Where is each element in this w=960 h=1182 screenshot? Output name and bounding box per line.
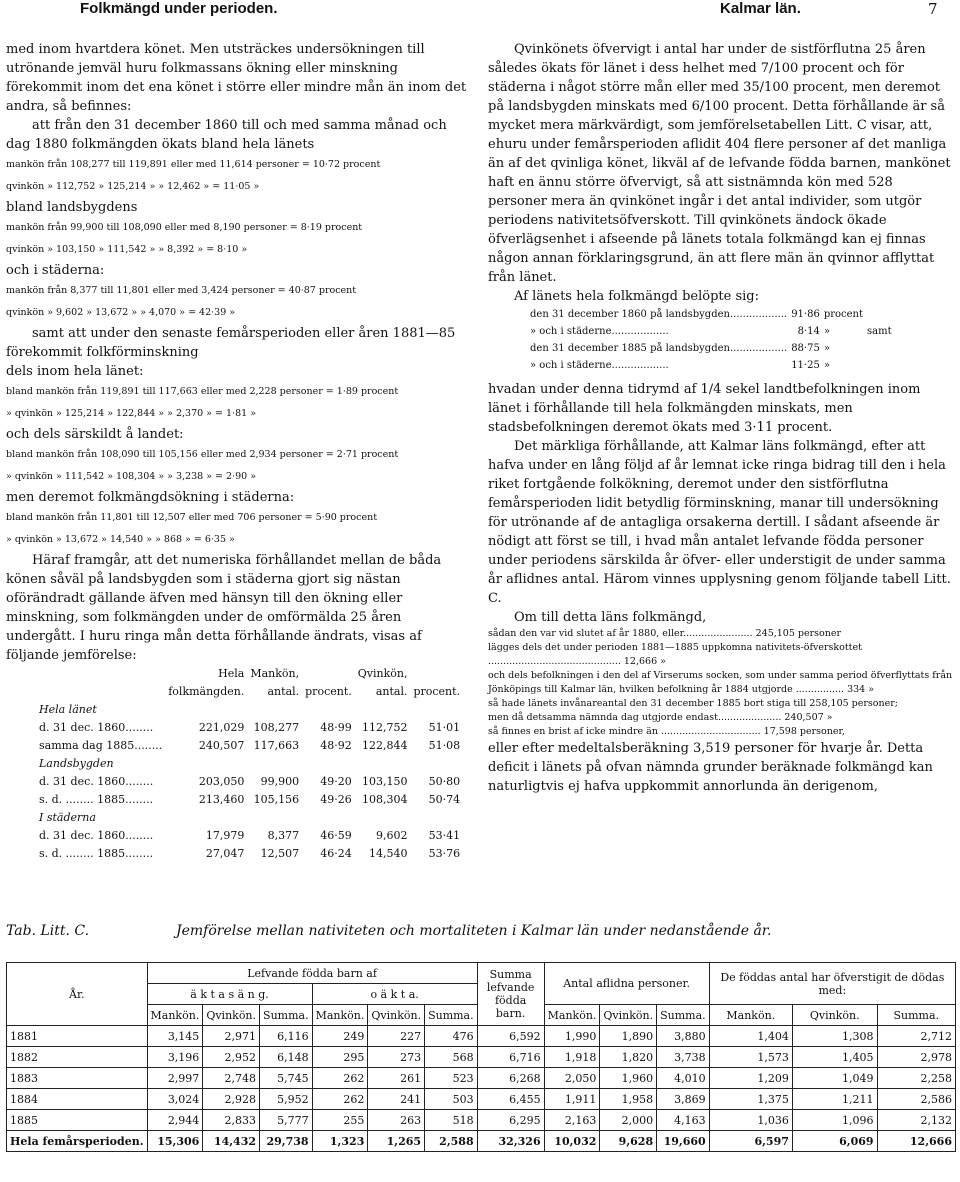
table-cell: samt [867, 326, 892, 337]
stat-line: mankön från 99,900 till 108,090 eller med 8,190 personer = 8·19 procent [6, 222, 363, 233]
header-born: Lefvande födda barn af [147, 963, 477, 984]
table-cell: 518 [425, 1110, 478, 1131]
table-cell: 3,738 [657, 1047, 710, 1068]
table-cell: 1,323 [312, 1131, 368, 1152]
table-cell: procent [823, 309, 864, 320]
subheader-cell: Qvinkön. [368, 1005, 425, 1026]
header-sum: Summa lefvande födda barn. [477, 963, 544, 1026]
table-cell: 1,404 [709, 1026, 792, 1047]
header-cell [302, 665, 355, 683]
table-cell: 503 [425, 1089, 478, 1110]
table-cell: 14,432 [203, 1131, 260, 1152]
right-column [488, 40, 954, 796]
table-row [36, 719, 463, 737]
table-cell: d. 31 dec. 1860........ [39, 829, 154, 842]
group-label: I städerna [39, 811, 96, 824]
table-row [36, 773, 463, 791]
table-cell: 5,952 [260, 1089, 313, 1110]
header-row [36, 665, 463, 683]
table-cell: 29,738 [260, 1131, 313, 1152]
table-row [7, 1026, 956, 1047]
table-cell: d. 31 dec. 1860........ [39, 721, 154, 734]
table-cell: 1,265 [368, 1131, 425, 1152]
table-cell: 19,660 [657, 1131, 710, 1152]
table-cell: 46·24 [320, 847, 352, 860]
table-row [7, 1110, 956, 1131]
table-cell: » och i städerne.................. [530, 326, 669, 337]
subheader-cell: Qvinkön. [203, 1005, 260, 1026]
paragraph: Det märkliga förhållande, att Kalmar läns folkmängd, efter att hafva under en lång följd af år lemnat icke ringa bidrag till den i hela riket fortgående folkökning, deremot under den sistförflutna femårsperioden lidit betydlig förminskning, manar till undersökning för utrönande af de antagliga orsakerna dertill. I sådant afseende är nödigt att först se till, i hvad mån antalet lefvande födda personer under periodens särskilda år öfver- eller understigit de under samma år aflidnes antal. Härom vinnes upplysning genom följande tabell Litt. C. [488, 439, 951, 606]
table-cell: 523 [425, 1068, 478, 1089]
table-cell: 6,716 [477, 1047, 544, 1068]
table-row [36, 737, 463, 755]
header-oakta: o ä k t a. [312, 984, 477, 1005]
table-cell: 9,628 [600, 1131, 657, 1152]
table-cell: 1,960 [600, 1068, 657, 1089]
table-cell: 1,308 [792, 1026, 877, 1047]
calc-line: lägges dels det under perioden 1881—1885 uppkomna nativitets-öfverskottet ............................................ 12,666 » [488, 642, 862, 667]
table-cell: 53·41 [428, 829, 461, 842]
table-cell: den 31 december 1860 på landsbygden.................. [530, 309, 788, 320]
table-cell: 1881 [7, 1026, 148, 1047]
table-cell [865, 306, 894, 323]
subheader-cell: Qvinkön. [792, 1005, 877, 1026]
group-row [36, 809, 463, 827]
paragraph: men deremot folkmängdsökning i städerna: [6, 490, 295, 505]
table-cell: 6,597 [709, 1131, 792, 1152]
table-cell: 2,258 [877, 1068, 955, 1089]
table-cell: 261 [368, 1068, 425, 1089]
table-cell [865, 340, 894, 357]
table-cell: 88·75 [791, 343, 820, 354]
table-row [7, 1068, 956, 1089]
header-cell: Qvinkön, [357, 667, 408, 680]
table-cell: 2,000 [600, 1110, 657, 1131]
table-cell [865, 357, 894, 374]
table-cell: 1,405 [792, 1047, 877, 1068]
header-cell: antal. [375, 685, 408, 698]
table-title: Jemförelse mellan nativiteten och mortaliteten i Kalmar län under nedanstående år. [176, 923, 772, 939]
table-row [36, 845, 463, 863]
table-cell: 49·20 [320, 775, 352, 788]
table-cell: 32,326 [477, 1131, 544, 1152]
stat-line: bland mankön från 119,891 till 117,663 eller med 2,228 personer = 1·89 procent [6, 386, 399, 397]
header-cell: procent. [413, 685, 461, 698]
subheader-cell: Mankön. [544, 1005, 600, 1026]
header-cell [36, 683, 165, 701]
table-cell: 5,777 [260, 1110, 313, 1131]
subheader-cell: Mankön. [312, 1005, 368, 1026]
paragraph: eller efter medeltalsberäkning 3,519 personer för hvarje år. Detta deficit i länets på ofvan nämnda grunder beräknade folkmängd kan naturligtvis ej hafva uppkommit annorlunda än derigenom, [488, 741, 933, 794]
table-row [528, 323, 894, 340]
table-cell: Hela femårsperioden. [7, 1131, 148, 1152]
group-label: Hela länet [39, 703, 97, 716]
group-row [36, 701, 463, 719]
paragraph: bland landsbygdens [6, 200, 138, 215]
table-cell: 50·80 [428, 775, 461, 788]
stat-line: qvinkön » 112,752 » 125,214 » » 12,462 » = 11·05 » [6, 181, 260, 192]
table-cell: 12,666 [877, 1131, 955, 1152]
table-cell: 8,377 [267, 829, 300, 842]
table-cell: 6,116 [260, 1026, 313, 1047]
table-cell: 1,211 [792, 1089, 877, 1110]
table-cell: 8·14 [797, 326, 820, 337]
table-cell: 1,209 [709, 1068, 792, 1089]
table-cell: 2,586 [877, 1089, 955, 1110]
group-row [36, 755, 463, 773]
subheader-cell: Qvinkön. [600, 1005, 657, 1026]
table-row [7, 1047, 956, 1068]
table-cell: 11·25 [791, 360, 820, 371]
table-cell: 263 [368, 1110, 425, 1131]
table-cell: 213,460 [198, 793, 245, 806]
county-title: Kalmar län. [720, 0, 801, 17]
table-cell: 6,592 [477, 1026, 544, 1047]
table-cell: 2,163 [544, 1110, 600, 1131]
table-cell: 2,997 [147, 1068, 203, 1089]
table-cell: 1,890 [600, 1026, 657, 1047]
table-cell: 1,911 [544, 1089, 600, 1110]
table-cell: 568 [425, 1047, 478, 1068]
paragraph: Af länets hela folkmängd belöpte sig: [514, 289, 760, 304]
table-cell: 50·74 [428, 793, 461, 806]
table-cell: 262 [312, 1089, 368, 1110]
subheader-cell: Summa. [425, 1005, 478, 1026]
table-cell: 105,156 [253, 793, 300, 806]
table-cell: 1884 [7, 1089, 148, 1110]
paragraph: att från den 31 december 1860 till och med samma månad och dag 1880 folkmängden ökats bland hela länets [6, 118, 447, 152]
table-row [528, 306, 894, 323]
table-cell: 4,010 [657, 1068, 710, 1089]
table-label: Tab. Litt. C. [6, 923, 90, 939]
table-cell: 2,132 [877, 1110, 955, 1131]
table-cell: 15,306 [147, 1131, 203, 1152]
table-cell: 2,971 [203, 1026, 260, 1047]
table-cell: 249 [312, 1026, 368, 1047]
table-cell: 103,150 [361, 775, 408, 788]
table-cell: » [823, 360, 830, 371]
table-cell: 6,268 [477, 1068, 544, 1089]
paragraph: med inom hvartdera könet. Men utsträckes undersökningen till utrönande jemväl huru folkmassans ökning eller minskning förekommit inom det ena könet i större eller mindre mån än inom det andra, så befinnes: [6, 42, 467, 114]
paragraph: och i städerna: [6, 263, 105, 278]
subheader-cell: Mankön. [709, 1005, 792, 1026]
table-cell: 203,050 [198, 775, 245, 788]
table-cell: 112,752 [361, 721, 408, 734]
calc-line: sådan den var vid slutet af år 1880, eller....................... 245,105 personer [488, 628, 842, 639]
paragraph: och dels särskildt å landet: [6, 427, 184, 442]
paragraph: samt att under den senaste femårsperioden eller åren 1881—85 förekommit folkförminskning [6, 326, 456, 360]
table-cell: 1882 [7, 1047, 148, 1068]
table-cell: 227 [368, 1026, 425, 1047]
table-cell: 476 [425, 1026, 478, 1047]
stat-line: qvinkön » 9,602 » 13,672 » » 4,070 » = 42·39 » [6, 307, 236, 318]
paragraph: hvadan under denna tidrymd af 1/4 sekel landtbefolkningen inom länet i förhållande till hela folkmängden minskats, men stadsbefolkningen deremot ökats med 3·11 procent. [488, 382, 921, 435]
calc-line: så hade länets invånareantal den 31 december 1885 bort stiga till 258,105 personer; [488, 698, 898, 709]
birth-death-table [6, 962, 956, 1152]
subheader-cell: Summa. [657, 1005, 710, 1026]
stat-line: » qvinkön » 111,542 » 108,304 » » 3,238 » = 2·90 » [6, 471, 257, 482]
table-cell: 2,833 [203, 1110, 260, 1131]
left-column [6, 40, 468, 863]
table-cell: 14,540 [368, 847, 408, 860]
table-cell: 108,277 [253, 721, 300, 734]
table-cell: 295 [312, 1047, 368, 1068]
table-cell: » [823, 343, 830, 354]
header-cell: Mankön, [250, 667, 300, 680]
table-cell: 1,918 [544, 1047, 600, 1068]
page-header [0, 0, 960, 20]
stat-line: » qvinkön » 125,214 » 122,844 » » 2,370 » = 1·81 » [6, 408, 257, 419]
comparison-table [36, 665, 463, 863]
header-over: De föddas antal har öfverstigit de dödas med: [709, 963, 955, 1005]
header-cell [36, 665, 165, 683]
table-cell: 51·08 [428, 739, 461, 752]
table-cell: 2,944 [147, 1110, 203, 1131]
table-cell: 3,024 [147, 1089, 203, 1110]
table-cell: 91·86 [791, 309, 820, 320]
table-cell: 9,602 [375, 829, 408, 842]
table-cell: 240,507 [198, 739, 245, 752]
paragraph: Häraf framgår, att det numeriska förhållandet mellan de båda könen såväl på landsbygden som i städerna gjort sig nästan oförändradt gällande äfven med hänsyn till den ökning eller minskning, som folkmängden under de omförmälda 25 åren undergått. I huru ringa mån detta förhållande ändrats, visas af följande jemförelse: [6, 553, 442, 663]
paragraph: dels inom hela länet: [6, 364, 144, 379]
table-cell: 1,049 [792, 1068, 877, 1089]
header-dead: Antal aflidna personer. [544, 963, 709, 1005]
subheader-cell: Summa. [260, 1005, 313, 1026]
table-cell: » och i städerne.................. [530, 360, 669, 371]
table-row [36, 827, 463, 845]
table-cell: 262 [312, 1068, 368, 1089]
table-cell: 2,588 [425, 1131, 478, 1152]
table-cell: » [823, 326, 830, 337]
header-row [36, 683, 463, 701]
page-number: 7 [928, 0, 938, 18]
table-cell: 1,036 [709, 1110, 792, 1131]
share-table [528, 306, 894, 374]
stat-line: bland mankön från 11,801 till 12,507 eller med 706 personer = 5·90 procent [6, 512, 378, 523]
table-cell: 2,050 [544, 1068, 600, 1089]
table-row [528, 340, 894, 357]
table-cell: 3,869 [657, 1089, 710, 1110]
table-cell: 255 [312, 1110, 368, 1131]
table-cell: 1,375 [709, 1089, 792, 1110]
table-cell: 273 [368, 1047, 425, 1068]
table-cell: 2,748 [203, 1068, 260, 1089]
table-cell: 2,952 [203, 1047, 260, 1068]
table-cell: 6,148 [260, 1047, 313, 1068]
table-cell: 2,928 [203, 1089, 260, 1110]
header-cell: folkmängden. [168, 685, 245, 698]
table-cell: 6,069 [792, 1131, 877, 1152]
table-cell: 10,032 [544, 1131, 600, 1152]
table-cell: 108,304 [361, 793, 408, 806]
calc-line: och dels befolkningen i den del af Virserums socken, som under samma period öfverflyttats från Jönköpings till Kalmar län, hvilken befolkning år 1884 utgjorde ................ 334 » [488, 670, 953, 695]
table-row [7, 1089, 956, 1110]
table-cell: 2,978 [877, 1047, 955, 1068]
header-year: År. [7, 963, 148, 1026]
table-cell: 53·76 [428, 847, 461, 860]
table-cell: 3,196 [147, 1047, 203, 1068]
table-cell: 49·26 [320, 793, 352, 806]
running-title: Folkmängd under perioden. [80, 0, 278, 17]
header-cell: procent. [305, 685, 352, 698]
header-cell: Hela [218, 667, 245, 680]
table-row [36, 791, 463, 809]
table-cell: 5,745 [260, 1068, 313, 1089]
table-cell: 6,455 [477, 1089, 544, 1110]
table-cell: 99,900 [260, 775, 300, 788]
table-cell: 48·92 [320, 739, 352, 752]
table-row [528, 357, 894, 374]
table-cell: 48·99 [320, 721, 352, 734]
table-cell: 3,880 [657, 1026, 710, 1047]
table-cell: 1883 [7, 1068, 148, 1089]
table-cell: 27,047 [205, 847, 245, 860]
stat-line: mankön från 108,277 till 119,891 eller med 11,614 personer = 10·72 procent [6, 159, 381, 170]
stat-line: qvinkön » 103,150 » 111,542 » » 8,392 » = 8·10 » [6, 244, 248, 255]
stat-line: bland mankön från 108,090 till 105,156 eller med 2,934 personer = 2·71 procent [6, 449, 399, 460]
calc-line: så finnes en brist af icke mindre än ................................. 17,598 personer, [488, 726, 846, 737]
table-cell: 17,979 [205, 829, 245, 842]
paragraph: Qvinkönets öfvervigt i antal har under de sistförflutna 25 åren således ökats för länet i dess helhet med 7/100 procent och för städerna i något större mån eller med 35/100 procent, men deremot på landsbygden minskats med 6/100 procent. Detta förhållande är så mycket mera märkvärdigt, som jemförelsetabellen Litt. C visar, att, ehuru under femårsperioden aflidit 404 flere personer af det manliga än af det qvinliga könet, likväl af de lefvande födda barnen, mankönet haft en ännu större öfvervigt, så att sistnämnda kön med 528 personer mera än qvinkönet ingår i det antal individer, som utgör periodens nativitetsöfverskott. Till qvinkönets ändock ökade öfverlägsenhet i afseende på länets totala folkmängd kan ej finnas någon annan förklaringsgrund, än att flere män än qvinnor afflyttat från länet. [488, 42, 951, 285]
paragraph: Om till detta läns folkmängd, [514, 610, 707, 625]
table-cell: 122,844 [361, 739, 408, 752]
table-cell: 3,145 [147, 1026, 203, 1047]
table-cell: d. 31 dec. 1860........ [39, 775, 154, 788]
table-cell: den 31 december 1885 på landsbygden.................. [530, 343, 788, 354]
table-cell: 1,958 [600, 1089, 657, 1110]
table-cell: 51·01 [428, 721, 461, 734]
stat-line: » qvinkön » 13,672 » 14,540 » » 868 » = 6·35 » [6, 534, 235, 545]
table-cell: 221,029 [198, 721, 245, 734]
calc-line: men då detsamma nämnda dag utgjorde endast..................... 240,507 » [488, 712, 833, 723]
table-cell: s. d. ........ 1885........ [39, 847, 154, 860]
group-label: Landsbygden [39, 757, 114, 770]
header-cell [410, 665, 463, 683]
total-row [7, 1131, 956, 1152]
table-cell: 1885 [7, 1110, 148, 1131]
table-cell: 1,990 [544, 1026, 600, 1047]
table-cell: 1,820 [600, 1047, 657, 1068]
stat-line: mankön från 8,377 till 11,801 eller med 3,424 personer = 40·87 procent [6, 285, 357, 296]
subheader-cell: Mankön. [147, 1005, 203, 1026]
table-cell: 1,573 [709, 1047, 792, 1068]
table-cell: 6,295 [477, 1110, 544, 1131]
table-cell: 12,507 [260, 847, 300, 860]
table-cell: 117,663 [253, 739, 300, 752]
table-cell: 241 [368, 1089, 425, 1110]
header-akta: ä k t a s ä n g. [147, 984, 312, 1005]
table-cell: s. d. ........ 1885........ [39, 793, 154, 806]
table-cell: 2,712 [877, 1026, 955, 1047]
table-cell: 1,096 [792, 1110, 877, 1131]
header-cell: antal. [267, 685, 300, 698]
table-cell: 46·59 [320, 829, 352, 842]
table-cell: 4,163 [657, 1110, 710, 1131]
table-cell: samma dag 1885........ [39, 739, 163, 752]
subheader-cell: Summa. [877, 1005, 955, 1026]
